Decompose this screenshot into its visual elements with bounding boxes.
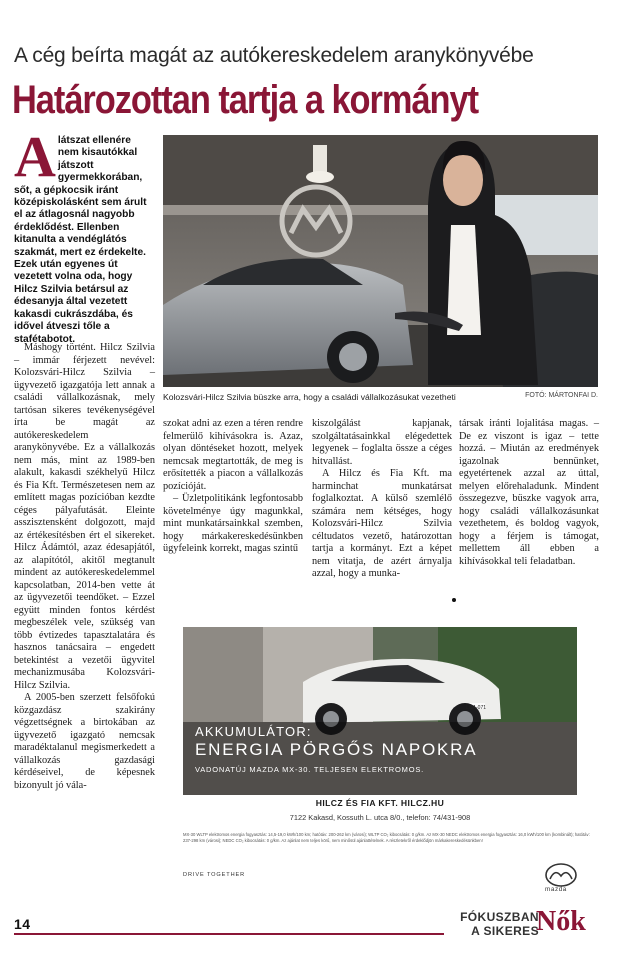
article-kicker: A cég beírta magát az autókereskedelem aranykönyvébe xyxy=(14,44,534,67)
paragraph: – Üzletpolitikánk legfontosabb követelménye úgy magunkkal, mint munkatársainkkal szemben, hogy márkakereskedésünkben ügyfeleink korrekt, magas szintű xyxy=(163,493,303,554)
text-column-2 xyxy=(163,418,303,556)
photo-credit: FOTÓ: MÁRTONFAI D. xyxy=(525,392,598,399)
text-column-4 xyxy=(459,418,599,568)
article-photo xyxy=(163,135,598,387)
license-plate: LOA-071 xyxy=(466,705,487,711)
footer-brand xyxy=(449,910,539,938)
footer-brand-word: Nők xyxy=(536,906,586,937)
mazda-advertisement xyxy=(183,627,577,795)
ad-headline-1: AKKUMULÁTOR: xyxy=(195,724,312,739)
paragraph: társak iránti lojalitása magas. – De ez viszont is igaz – tette hozzá. – Miután az eredmények igazolnak bennünket, egyetértenek azzal az úttal, melyen előrehaladunk. Mindent összegezve, büszke vagyok arra, hogy családi vállalkozásunkat vezethetem, és boldog vagyok, hogy a férjem is támogat, mellettem áll ebben a kihívásokkal teli feladatban. xyxy=(459,418,599,567)
mazda-wordmark: mazda xyxy=(545,886,567,893)
mazda-logo-icon xyxy=(544,862,578,888)
page-number: 14 xyxy=(14,916,31,932)
showroom-photo xyxy=(163,135,598,387)
photo-caption xyxy=(163,392,598,402)
paragraph: kiszolgálást kapjanak, szolgáltatásainkkal elégedettek legyenek – foglalta össze a céges hitvallást. xyxy=(312,418,452,467)
text-column-1 xyxy=(14,342,155,792)
dealer-name: HILCZ ÉS FIA KFT. HILCZ.HU xyxy=(315,798,445,808)
paragraph: szokat adni az ezen a téren rendre felmerülő kihívásokra is. Azaz, olyan döntéseket hozott, melyek nemcsak megtartották, de meg is erősítették a piacon a vállalkozás pozícióját. xyxy=(163,418,303,492)
dropcap: A xyxy=(14,124,56,189)
ad-headline-2: ENERGIA PÖRGŐS NAPOKRA xyxy=(195,740,478,759)
footer-rule xyxy=(14,933,444,935)
fine-print: MX-30 WLTP elektromos energia fogyasztás: 14,5-19,0 kWh/100 km; hatótáv: 200-262 km (városi); WLTP CO₂ kibocsátás: 0 g/km. Az MX-30 NEDC elektromos energia fogyasztás: 16,0 kWh/100 km (kombinált); hatótáv: 237-298 km (városi); NEDC CO₂ kibocsátás: 0 g/km. Az ajánlat nem teljes körű, nem minősül ajánlattételnek. A részletekről érdeklődjön márkakereskedésünkben! xyxy=(183,832,590,843)
article-lead xyxy=(14,124,154,346)
footer-brand-line-1: FÓKUSZBAN xyxy=(460,910,539,924)
lead-text: látszat ellenére nem kisautókkal játszott gyermekkorában, sőt, a gépkocsik iránt középiskolásként sem árult el az átlagosnál nagyobb érdeklődést. Ellenben kitanulta a vendéglátós szakmát, mert ez érdekelte. Ezek után egyenes út vezetett volna oda, hogy Hilcz Szilvia betársul az édesanyja által vezetett kakasdi cukrászdába, és idővel átveszi tőle a stafétabotot. xyxy=(14,135,147,345)
paragraph: A 2005-ben szerzett felsőfokú közgazdász szakirány végzettségnek a birtokában az ügyvezető igazgató nemcsak maradéktalanul megismerkedett a vállalkozás gazdasági kérdéseivel, de képesnek bizonyult jó vála- xyxy=(14,692,155,791)
paragraph: Máshogy történt. Hilcz Szilvia – immár férjezett nevével: Kolozsvári-Hilcz Szilvia – ügyvezető igazgatója lett annak a családi vállalkozásnak, mely tartósan sikeres tevékenységével írta be magát az autókereskedelem aranykönyvébe. Ez a vállalkozás nem más, mint az 1989-ben alakult, kakasdi székhelyű Hilcz és Fia Kft. Természetesen nem az említett magas pozícióban kezdte céges pályafutását. Eleinte asszisztensként dolgozott, majd az értékesítésben ért el sikereket. Hilcz Ádámtól, azaz édesapjától, az alapítótól, akitől megtanult mindent az autókereskedelemmel kapcsolatban, 2014-ben vette át az ügyvezetői teendőket. – Ezzel együtt minden fontos kérdést megbeszélek vele, szükség van több évtizedes tapasztalatára és hasznos tanácsaira – engedett betekintést a vezetői ügyvitel mechanizmusába Kolozsvári-Hilcz Szilvia. xyxy=(14,342,155,691)
paragraph: A Hilcz és Fia Kft. ma harminchat munkatársat foglalkoztat. A külső szemlélő számára nem kétséges, hogy Kolozsvári-Hilcz Szilvia céltudatos vezető, határozottan tartja a kormányt. Ezt a képet nem vitatja, de azért árnyalja azzal, hogy a munka- xyxy=(312,468,452,579)
text-column-3 xyxy=(312,418,452,581)
dealer-address: 7122 Kakasd, Kossuth L. utca 8/0., telefon: 74/431-908 xyxy=(289,813,471,822)
article-headline: Határozottan tartja a kormányt xyxy=(12,78,479,122)
caption-text: Kolozsvári-Hilcz Szilvia büszke arra, hogy a családi vállalkozásukat vezetheti xyxy=(163,392,456,402)
ad-tagline: DRIVE TOGETHER xyxy=(183,872,246,878)
end-mark xyxy=(452,598,456,602)
ad-subline: VADONATÚJ MAZDA MX-30. TELJESEN ELEKTROMOS. xyxy=(195,765,425,774)
ad-copy xyxy=(195,724,477,774)
footer-brand-line-2: A SIKERES xyxy=(471,924,539,938)
